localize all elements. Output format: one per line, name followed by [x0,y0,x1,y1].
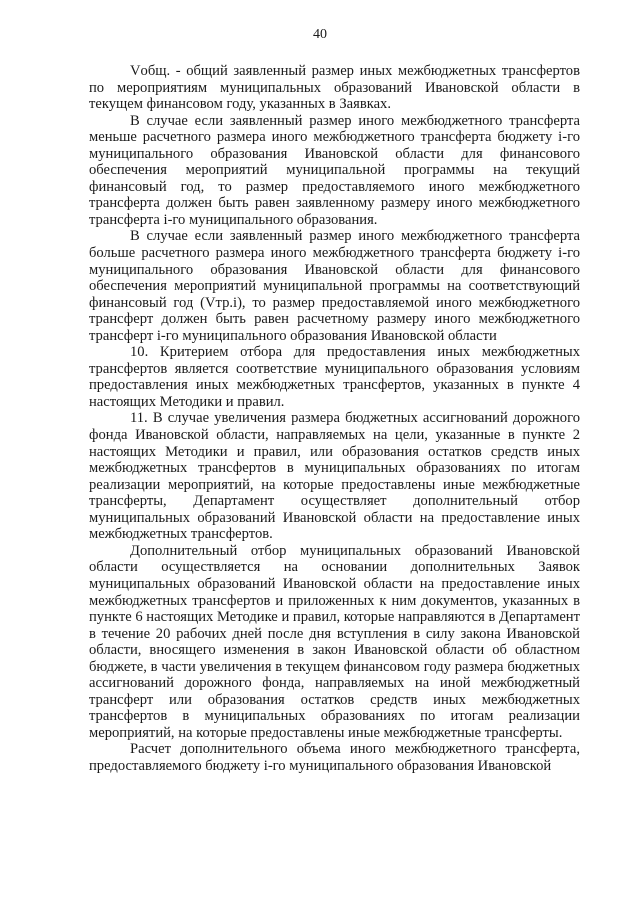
paragraph-item-10: 10. Критерием отбора для предоставления иных межбюджетных трансфертов является соответствие муниципального образования условиям предоставления иных межбюджетных трансфертов, указанных в пункте 4 настоящих Методики и правил. [89,344,580,410]
paragraph-less-than-calculated: В случае если заявленный размер иного межбюджетного трансферта меньше расчетного размера иного межбюджетного трансферта бюджету i-го муниципального образования Ивановской области для финансового обеспечения мероприятий муниципальной программы на текущий финансовый год, то размер предоставляемого иного межбюджетного трансферта должен быть равен заявленному размеру иного межбюджетного трансферта i-го муниципального образования. [89,112,580,228]
page-number: 40 [313,27,327,42]
document-body [89,63,580,775]
paragraph-more-than-calculated: В случае если заявленный размер иного межбюджетного трансферта больше расчетного размера иного межбюджетного трансферта бюджету i-го муниципального образования Ивановской области для финансового обеспечения мероприятий муниципальной программы на соответствующий финансовый год (Vтр.i), то размер предоставляемой иного межбюджетного трансферт должен быть равен расчетному размеру иного межбюджетного трансферт i-го муниципального образования Ивановской области [89,228,580,344]
paragraph-additional-calculation: Расчет дополнительного объема иного межбюджетного трансферта, предоставляемого бюджету i-го муниципального образования Ивановской [89,741,580,774]
paragraph-item-11: 11. В случае увеличения размера бюджетных ассигнований дорожного фонда Ивановской области, направляемых на цели, указанные в пункте 2 настоящих Методики и правил, или образования остатков средств иных межбюджетных трансфертов в муниципальных образованиях по итогам реализации мероприятий, на которые предоставлены иные межбюджетные трансферты, Департамент осуществляет дополнительный отбор муниципальных образований Ивановской области на предоставление иных межбюджетных трансфертов. [89,410,580,543]
paragraph-definition-vobsh: Vобщ. - общий заявленный размер иных межбюджетных трансфертов по мероприятиям муниципальных образований Ивановской области в текущем финансовом году, указанных в Заявках. [89,63,580,113]
paragraph-additional-selection: Дополнительный отбор муниципальных образований Ивановской области осуществляется на основании дополнительных Заявок муниципальных образований Ивановской области на предоставление иных межбюджетных трансфертов и приложенных к ним документов, указанных в пункте 6 настоящих Методике и правил, которые направляются в Департамент в течение 20 рабочих дней после дня вступления в силу закона Ивановской области, вносящего изменения в закон Ивановской области об областном бюджете, в части увеличения в текущем финансовом году размера бюджетных ассигнований дорожного фонда, направляемых на иной межбюджетный трансферт или образования остатков средств иных межбюджетных трансфертов в муниципальных образованиях по итогам реализации мероприятий, на которые предоставлены иные межбюджетные трансферты. [89,542,580,741]
